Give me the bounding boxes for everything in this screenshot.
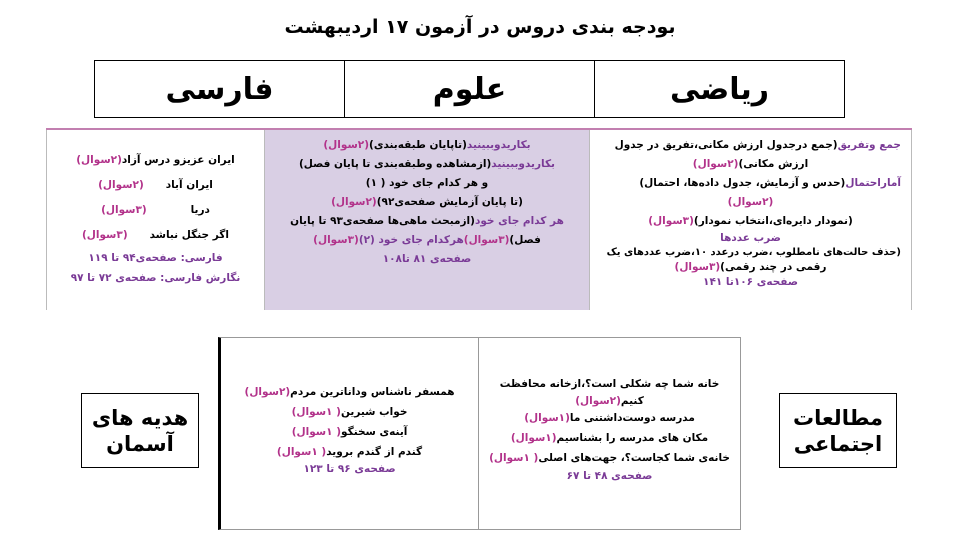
social-pages: صفحه‌ی ۴۸ تا ۶۷ [566, 470, 653, 482]
social-lesson-2: مدرسه دوست‌داشتنی ما [569, 412, 695, 424]
header-farsi: فارسی [165, 71, 274, 107]
farsi-line-3 [57, 198, 254, 223]
farsi-count-3: (۳سوال) [101, 204, 147, 216]
social-lesson-3: مکان های مدرسه را بشناسیم [556, 432, 709, 444]
gifts-lesson-4: گندم از گندم بروید [326, 446, 423, 458]
subjects-header-table [94, 60, 845, 118]
page-title: بودجه بندی دروس در آزمون ۱۷ اردیبهشت [284, 16, 676, 38]
heavenly-gifts-label [81, 393, 199, 468]
science-line-2 [275, 155, 579, 174]
farsi-panel [46, 130, 264, 310]
header-science: علوم [344, 61, 594, 117]
secondary-subjects-row [218, 337, 741, 530]
math-count-3: (۳سوال) [648, 215, 694, 227]
math-detail-2: ارزش مکانی) [738, 158, 809, 170]
social-count-1: (۲سوال) [575, 395, 621, 407]
gifts-line-2 [231, 402, 468, 422]
math-topic-3: ضرب عددها [720, 232, 781, 244]
math-line-8 [600, 260, 901, 275]
farsi-lesson-1: ایران عزیزو درس آزاد [121, 154, 235, 166]
farsi-line-2 [57, 173, 254, 198]
math-detail-3: (حدس و آزمایش، جدول داده‌ها، احتمال) [639, 177, 846, 189]
math-topic-1: جمع وتفریق [837, 139, 901, 151]
science-count-1: (۲سوال) [323, 139, 370, 151]
gifts-lesson-1: همسفر ناشناس ودانا‌ترین مردم [290, 386, 455, 398]
math-panel [590, 130, 912, 310]
farsi-count-1: (۲سوال) [76, 154, 122, 166]
science-panel [264, 130, 590, 310]
gifts-label-line-2: آسمان [106, 431, 174, 456]
math-topic-2: آماراحتمال [845, 177, 901, 189]
math-count-1: (۲سوال) [692, 158, 739, 170]
science-topic-4: هرکدام جای خود (۲) [358, 234, 464, 246]
science-line-1 [275, 136, 579, 155]
science-line-4 [275, 193, 579, 212]
gifts-count-3: ( ۱سوال) [291, 426, 342, 438]
social-count-3: (۱سوال) [510, 432, 557, 444]
farsi-lesson-4: اگر جنگل نباشد [149, 229, 230, 241]
gifts-line-3 [231, 422, 468, 442]
math-line-3 [600, 174, 901, 193]
main-subjects-row [46, 128, 912, 310]
math-detail-4: (نمودار دایره‌ای،انتخاب نمودار) [693, 215, 853, 227]
farsi-pages: فارسی: صفحه‌ی۹۴ تا ۱۱۹ [88, 252, 223, 264]
science-detail-4: (ازمبحث ماهی‌ها صفحه‌ی۹۳ تا پایان [290, 215, 475, 227]
social-lesson-4: خانه‌ی شما کجاست؟، جهت‌های اصلی [538, 452, 730, 464]
social-count-2: (۱سوال) [524, 412, 570, 424]
social-label-line-2: اجتماعی [793, 431, 883, 456]
social-lesson-1: کنیم [620, 395, 644, 407]
farsi-count-2: (۲سوال) [98, 179, 144, 191]
math-line-5 [600, 212, 901, 231]
science-detail-3: (تا پایان آزمایش صفحه‌ی۹۲) [376, 196, 523, 208]
science-count-3: (۳سوال) [463, 234, 510, 246]
header-math: ریاضی [594, 61, 844, 117]
farsi-line-1 [57, 148, 254, 173]
social-line-2 [489, 394, 730, 408]
science-topic-3: هر کدام جای خود [474, 215, 564, 227]
math-detail-1: (جمع درجدول ارزش مکانی،تفریق در جدول [614, 139, 838, 151]
science-detail-2: (ازمشاهده وطبقه‌بندی تا پایان فصل) [298, 158, 492, 170]
gifts-lesson-2: خواب شیرین [340, 406, 408, 418]
science-topic-1: بکاریدوببینید [466, 139, 531, 151]
farsi-count-4: (۳سوال) [81, 229, 128, 241]
math-line-1 [600, 136, 901, 155]
science-line-5 [275, 212, 579, 231]
gifts-count-2: ( ۱سوال) [291, 406, 341, 418]
science-detail-1: (تاپایان طبقه‌بندی) [369, 139, 467, 151]
science-count-4: (۳سوال) [313, 234, 359, 246]
math-line-2 [600, 155, 901, 174]
social-label-line-1: مطالعات [792, 405, 884, 430]
social-line-5 [489, 448, 730, 468]
social-studies-label [779, 393, 897, 468]
gifts-line-1 [231, 382, 468, 402]
gifts-line-4 [231, 442, 468, 462]
science-line-3: و هر کدام جای خود ( ۱) [365, 177, 489, 189]
farsi-lesson-3: دریا [190, 204, 210, 216]
farsi-lesson-2: ایران آباد [165, 179, 213, 191]
gifts-count-4: ( ۱سوال) [276, 446, 327, 458]
gifts-count-1: (۲سوال) [244, 386, 291, 398]
math-count-4: (۳سوال) [674, 261, 721, 273]
gifts-panel [221, 338, 478, 529]
farsi-writing-pages: نگارش فارسی: صفحه‌ی ۷۲ تا ۹۷ [70, 272, 241, 284]
math-pages: صفحه‌ی ۱۰۶تا ۱۴۱ [703, 276, 798, 288]
social-line-3 [489, 408, 730, 428]
social-panel [478, 338, 740, 529]
gifts-pages: صفحه‌ی ۹۶ تا ۱۲۳ [303, 463, 396, 475]
science-detail-5: فصل) [509, 234, 541, 246]
gifts-lesson-3: آینه‌ی سخنگو [341, 426, 408, 438]
science-pages: صفحه‌ی ۸۱ تا۱۰۸ [382, 253, 472, 265]
science-topic-2: بکاریدوببینید [491, 158, 556, 170]
social-count-4: ( ۱سوال) [489, 452, 539, 464]
social-line-4 [489, 428, 730, 448]
gifts-label-line-1: هدیه های [91, 405, 189, 430]
social-line-1: خانه شما چه شکلی است؟،ازخانه محافظت [499, 378, 720, 390]
farsi-line-4 [57, 223, 254, 248]
science-count-2: (۲سوال) [331, 196, 377, 208]
math-detail-6: رقمی در چند رقمی) [720, 261, 827, 273]
math-count-2: (۲سوال) [727, 196, 774, 208]
science-line-6 [275, 231, 579, 250]
math-detail-5: (حذف حالت‌های نامطلوب ،ضرب درعدد ۱۰،ضرب عددهای یک [606, 247, 901, 258]
